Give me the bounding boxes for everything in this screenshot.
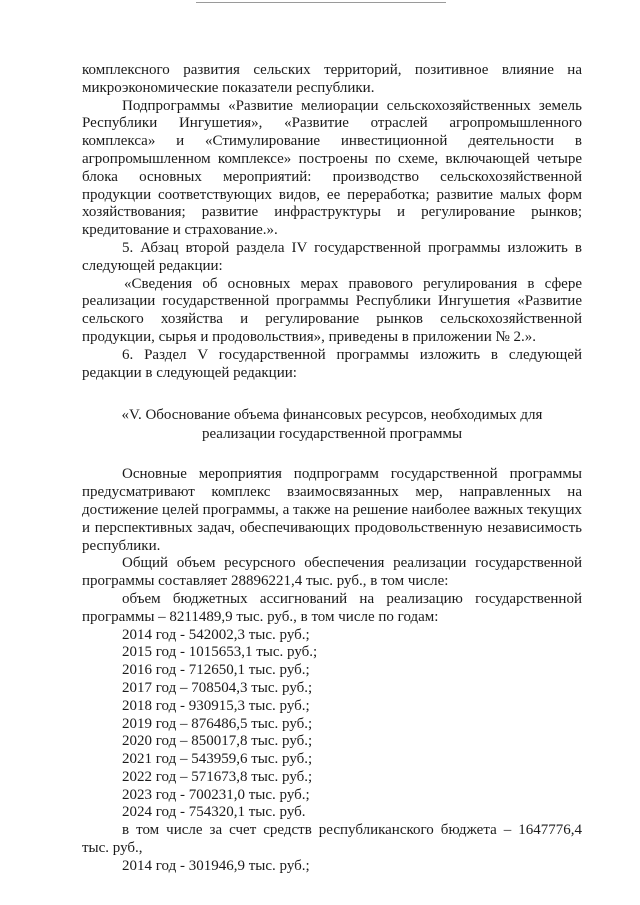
section-heading: «V. Обоснование объема финансовых ресурсов, необходимых для реализации государственной программы	[121, 407, 543, 443]
year-line: 2017 год – 708504,3 тыс. руб.;	[122, 679, 313, 696]
paragraph-total-volume: Общий объем ресурсного обеспечения реализации государственной программы составляет 28896221,4 тыс. руб., в том числе:	[82, 555, 582, 590]
year-line: 2022 год – 571673,8 тыс. руб.;	[122, 768, 313, 785]
year-line: 2021 год – 543959,6 тыс. руб.;	[122, 751, 313, 768]
paragraph-subprograms: Подпрограммы «Развитие мелиорации сельскохозяйственных земель Республики Ингушетия», «Развитие отраслей агропромышленного комплекса» и «Стимулирование инвестиционной деятельности в агропромышленном комплексе» построены по схеме, включающей четыре блока основных мероприятий: производство сельскохозяйственной продукции соответствующих видов, ее переработка; развитие малых форм хозяйствования; развитие инфраструктуры и регулирование рынков; кредитование и страхование.».	[82, 97, 582, 239]
paragraph-main-measures: Основные мероприятия подпрограмм государственной программы предусматривают комплекс взаимосвязанных мер, направленных на достижение целей программы, а также на решение наиболее важных текущих и перспективных задач, обеспечивающих продовольственную независимость республики.	[82, 466, 582, 554]
paragraph-budget-allocations: объем бюджетных ассигнований на реализацию государственной программы – 8211489,9 тыс. руб., в том числе по годам:	[82, 590, 582, 625]
document-page	[82, 62, 582, 876]
paragraph-republican-budget: в том числе за счет средств республиканского бюджета – 1647776,4 тыс. руб.,	[82, 822, 582, 857]
paragraph-intro-continuation: комплексного развития сельских территорий, позитивное влияние на микроэкономические показатели республики.	[82, 62, 582, 96]
year-line: 2016 год - 712650,1 тыс. руб.;	[122, 662, 310, 679]
year-line: 2018 год - 930915,3 тыс. руб.;	[122, 697, 310, 714]
year-line: 2023 год - 700231,0 тыс. руб.;	[122, 786, 310, 803]
year-line: 2024 год - 754320,1 тыс. руб.	[122, 804, 306, 821]
top-rule	[196, 2, 446, 3]
paragraph-item-6: 6. Раздел V государственной программы изложить в следующей редакции в следующей редакции:	[82, 346, 582, 381]
year-line: 2014 год - 542002,3 тыс. руб.;	[122, 626, 310, 643]
year-line: 2019 год – 876486,5 тыс. руб.;	[122, 715, 313, 732]
year-line: 2020 год – 850017,8 тыс. руб.;	[122, 733, 313, 750]
paragraph-legal-regulation-quote: «Сведения об основных мерах правового регулирования в сфере реализации государственной программы Республики Ингушетия «Развитие сельского хозяйства и регулирование рынков сельскохозяйственной продукции, сырья и продовольствия», приведены в приложении № 2.».	[82, 275, 582, 345]
year-line: 2015 год - 1015653,1 тыс. руб.;	[122, 644, 318, 661]
paragraph-item-5: 5. Абзац второй раздела IV государственной программы изложить в следующей редакции:	[82, 239, 582, 274]
year-line: 2014 год - 301946,9 тыс. руб.;	[122, 857, 310, 874]
